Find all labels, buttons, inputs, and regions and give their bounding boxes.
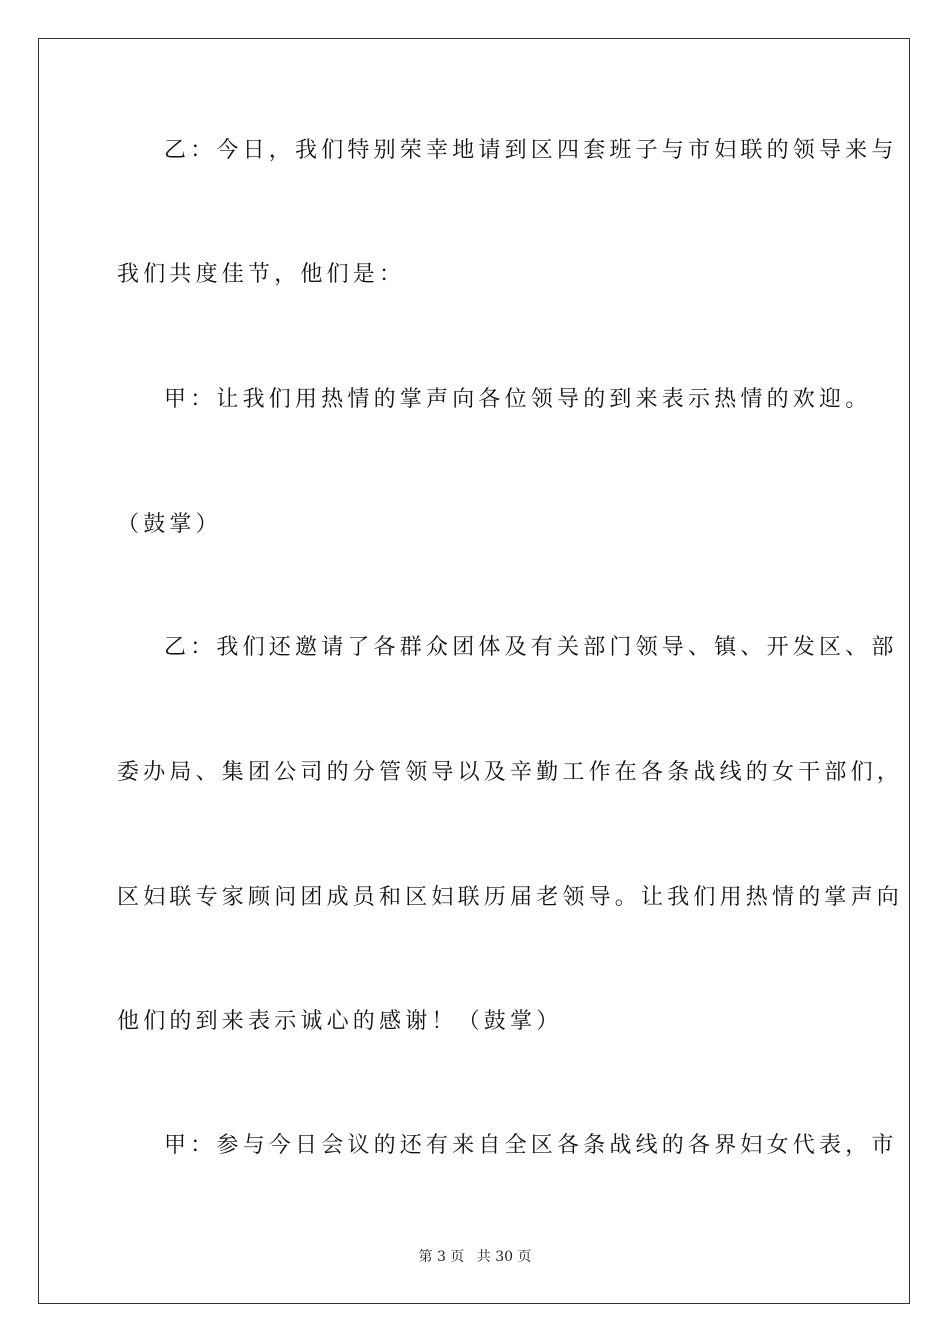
paragraph-line: 我们共度佳节，他们是：	[117, 262, 406, 287]
page-total: 共 30 页	[476, 1249, 532, 1265]
page-footer	[0, 1248, 950, 1266]
paragraph-line: 区妇联专家顾问团成员和区妇联历届老领导。让我们用热情的掌声向	[117, 885, 904, 910]
paragraph-line: 乙：我们还邀请了各群众团体及有关部门领导、镇、开发区、部	[164, 635, 898, 660]
paragraph-line: 乙：今日，我们特别荣幸地请到区四套班子与市妇联的领导来与	[164, 138, 898, 163]
paragraph-line: 甲：参与今日会议的还有来自全区各条战线的各界妇女代表，市	[164, 1133, 898, 1158]
paragraph-line: （鼓掌）	[117, 512, 222, 537]
paragraph-line: 委办局、集团公司的分管领导以及辛勤工作在各条战线的女干部们，	[117, 760, 904, 785]
page-number: 第 3 页	[418, 1249, 465, 1265]
paragraph-line: 甲：让我们用热情的掌声向各位领导的到来表示热情的欢迎。	[164, 387, 872, 412]
page-frame	[38, 38, 910, 1304]
paragraph-line: 他们的到来表示诚心的感谢！（鼓掌）	[117, 1009, 563, 1034]
